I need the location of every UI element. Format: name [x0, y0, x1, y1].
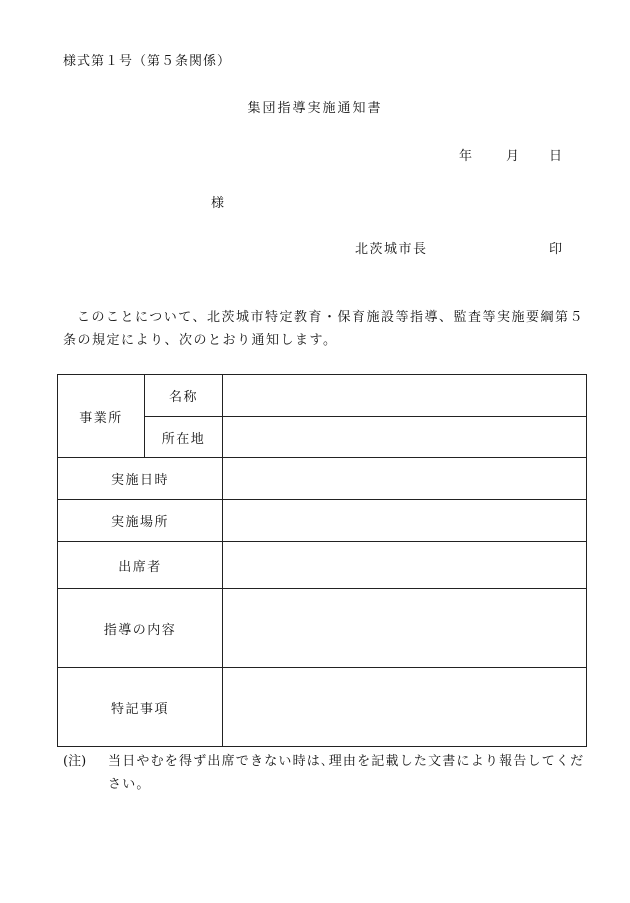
table-row-office-name [58, 375, 587, 417]
name-label-cell: 名称 [145, 375, 223, 417]
document-title: 集団指導実施通知書 [247, 101, 383, 116]
datetime-label-cell: 実施日時 [58, 458, 223, 500]
date-day-label: 日 [549, 149, 563, 164]
table-row-notes [58, 668, 587, 747]
notes-label-cell: 特記事項 [58, 668, 223, 747]
notice-body-text: このことについて、北茨城市特定教育・保育施設等指導、監査等実施要綱第５条の規定により、次のとおり通知します。 [63, 310, 584, 348]
address-label-cell: 所在地 [145, 417, 223, 458]
place-label-cell: 実施場所 [58, 500, 223, 542]
table-row-datetime [58, 458, 587, 500]
datetime-value-cell[interactable] [223, 458, 587, 500]
name-value-cell[interactable] [223, 375, 587, 417]
office-label-cell: 事業所 [58, 375, 145, 458]
form-number-label: 様式第１号（第５条関係） [63, 54, 232, 69]
content-label-cell: 指導の内容 [58, 589, 223, 668]
addressee-honorific: 様 [211, 196, 225, 211]
notes-value-cell[interactable] [223, 668, 587, 747]
notice-form-table [57, 374, 587, 747]
table-row-place [58, 500, 587, 542]
footnote-text: 当日やむを得ず出席できない時は､理由を記載した文書により報告してください。 [108, 754, 585, 792]
content-value-cell[interactable] [223, 589, 587, 668]
attendees-label-cell: 出席者 [58, 542, 223, 589]
table-row-attendees [58, 542, 587, 589]
place-value-cell[interactable] [223, 500, 587, 542]
date-year-label: 年 [459, 149, 473, 164]
address-value-cell[interactable] [223, 417, 587, 458]
seal-mark: 印 [549, 242, 563, 257]
issuer-name: 北茨城市長 [355, 242, 428, 257]
footnote-mark: (注) [63, 754, 87, 769]
attendees-value-cell[interactable] [223, 542, 587, 589]
table-row-content [58, 589, 587, 668]
date-month-label: 月 [506, 149, 520, 164]
